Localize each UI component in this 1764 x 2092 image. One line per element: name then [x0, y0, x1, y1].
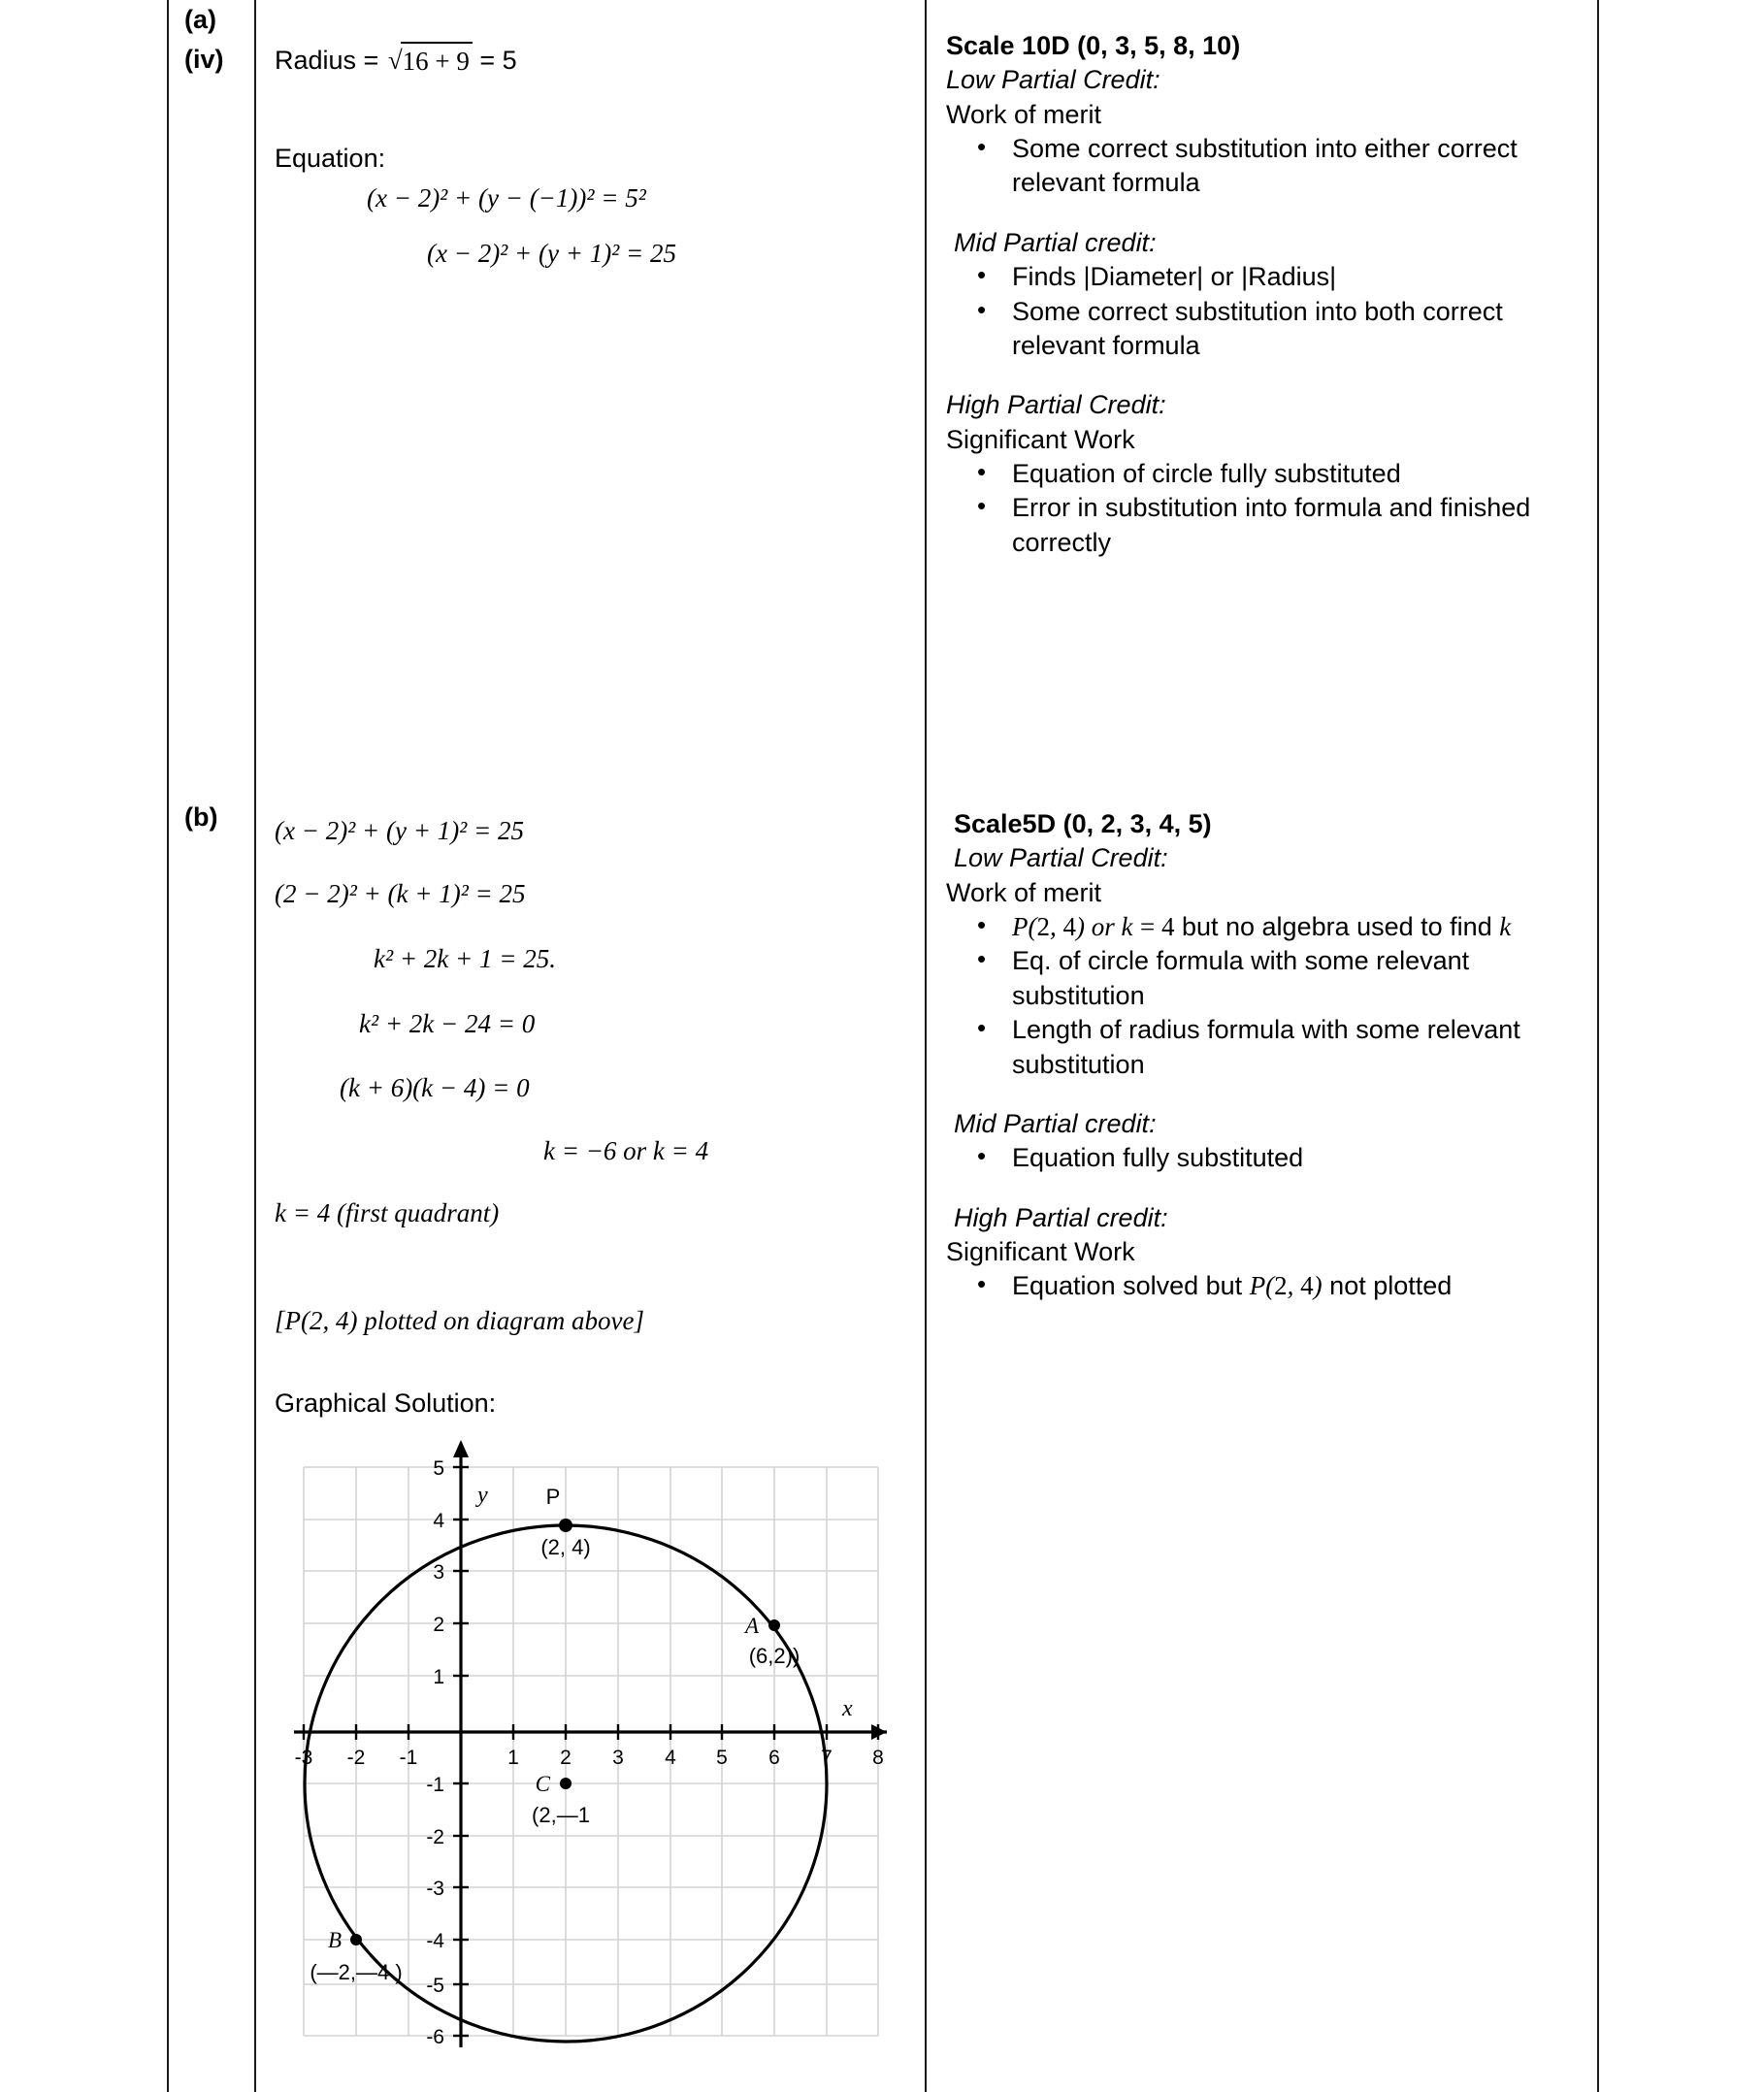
b-k-value: k = 4 (first quadrant): [275, 1198, 500, 1227]
y-tick-label-3: 3: [433, 1561, 444, 1584]
point-C-name: C: [535, 1772, 550, 1796]
point-A-coords: (6,2)): [748, 1644, 800, 1668]
point-C-coords: (2,—1: [532, 1803, 590, 1827]
x-tick-label-1: 1: [507, 1747, 519, 1769]
list-item: • Length of radius formula with some relevant substitution: [946, 1013, 1586, 1082]
list-item: • Finds |Diameter| or |Radius|: [946, 260, 1586, 294]
low-credit-title-b: Low Partial Credit:: [954, 843, 1168, 873]
point-A-name: A: [744, 1614, 759, 1638]
list-item: • Eq. of circle formula with some relevant substitution: [946, 944, 1586, 1013]
y-tick-label--2: -2: [426, 1826, 444, 1848]
y-tick-label-2: 2: [433, 1614, 444, 1636]
high-credit-title-b: High Partial credit:: [954, 1202, 1168, 1232]
circle-equation-simplified: (x − 2)² + (y + 1)² = 25: [427, 239, 677, 268]
x-tick-label-6: 6: [768, 1747, 780, 1769]
equation-heading: Equation:: [275, 144, 386, 173]
low-credit-list-b: [946, 910, 1586, 1082]
scale-b: Scale5D (0, 2, 3, 4, 5): [954, 809, 1212, 838]
point-C-marker: [560, 1778, 572, 1789]
x-tick-label--1: -1: [399, 1747, 418, 1769]
x-tick-label-5: 5: [716, 1747, 728, 1769]
table-divider-scheme: [925, 0, 927, 2092]
list-item: • P(2, 4) or k = 4 but no algebra used to find k: [946, 910, 1586, 944]
y-axis-arrow: [453, 1440, 469, 1457]
y-tick-label--4: -4: [426, 1930, 444, 1952]
x-tick-labels: [295, 1747, 884, 1769]
high-credit-sub-a: Significant Work: [946, 424, 1135, 454]
low-credit-sub-b: Work of merit: [946, 877, 1102, 907]
spacer: [946, 1176, 1586, 1201]
b-equation-line-5: (k + 6)(k − 4) = 0: [340, 1073, 530, 1102]
x-tick-label-3: 3: [612, 1747, 624, 1769]
scale-a: Scale 10D (0, 3, 5, 8, 10): [946, 31, 1241, 60]
b-equation-line-3: k² + 2k + 1 = 25.: [374, 944, 556, 973]
gridlines: [304, 1467, 878, 2036]
spacer: [946, 363, 1586, 388]
point-P-coords: (2, 4): [540, 1535, 591, 1559]
list-item: • Some correct substitution into either correct relevant formula: [946, 132, 1586, 201]
x-tick-label-8: 8: [872, 1747, 884, 1769]
marking-scheme-b: [946, 807, 1586, 1304]
list-item: • Equation of circle fully substituted: [946, 457, 1586, 491]
low-credit-list-a: [946, 132, 1586, 201]
high-credit-list-b: [946, 1269, 1586, 1303]
y-tick-label--5: -5: [426, 1975, 444, 1997]
radius-prefix: Radius =: [275, 46, 386, 75]
radius-result: = 5: [472, 46, 517, 75]
spacer: [946, 201, 1586, 226]
b-plot-note: [P(2, 4) plotted on diagram above]: [275, 1306, 644, 1335]
mid-credit-list-a: [946, 260, 1586, 363]
y-axis-label: y: [477, 1483, 488, 1508]
y-tick-labels: [426, 1457, 444, 2048]
point-B-marker: [350, 1934, 362, 1945]
circle-graph: [281, 1426, 902, 2067]
high-credit-title-a: High Partial Credit:: [946, 390, 1166, 420]
radicand-value: 16 + 9: [401, 42, 473, 79]
mid-credit-title-a: Mid Partial credit:: [954, 227, 1157, 257]
x-tick-label--3: -3: [294, 1747, 313, 1769]
x-tick-label-2: 2: [560, 1747, 572, 1769]
b-equation-line-2: (2 − 2)² + (k + 1)² = 25: [275, 879, 526, 908]
graphical-solution-heading: Graphical Solution:: [275, 1389, 497, 1418]
list-item: • Error in substitution into formula and finished correctly: [946, 491, 1586, 560]
table-divider-label: [254, 0, 256, 2092]
mid-credit-list-b: [946, 1141, 1586, 1175]
low-credit-sub-a: Work of merit: [946, 99, 1102, 129]
point-B-name: B: [327, 1928, 342, 1952]
circle-graph-svg: [281, 1426, 902, 2067]
question-label-a-roman: (iv): [184, 45, 224, 74]
square-root-expression: [386, 41, 473, 78]
axes: [294, 1440, 887, 2047]
b-equation-roots: k = −6 or k = 4: [543, 1136, 709, 1165]
point-P-marker: [559, 1519, 572, 1532]
point-P-name: P: [545, 1485, 561, 1509]
table-border-right: [1597, 0, 1599, 2092]
question-label-b: (b): [184, 802, 218, 832]
y-tick-label-5: 5: [433, 1457, 444, 1480]
plotted-points: [310, 1485, 800, 1984]
y-tick-label--3: -3: [426, 1878, 444, 1900]
point-A-marker: [768, 1619, 780, 1631]
tick-marks: [304, 1467, 878, 2036]
x-tick-label-7: 7: [821, 1747, 833, 1769]
list-item: • Equation solved but P(2, 4) not plotted: [946, 1269, 1586, 1303]
high-credit-list-a: [946, 457, 1586, 560]
table-border-left: [167, 0, 169, 2092]
question-label-a: (a): [184, 5, 216, 34]
b-equation-line-1: (x − 2)² + (y + 1)² = 25: [275, 816, 525, 845]
radical-sign: √: [387, 46, 403, 75]
spacer: [946, 1082, 1586, 1107]
list-item: • Equation fully substituted: [946, 1141, 1586, 1175]
marking-scheme-a: [946, 29, 1586, 560]
y-tick-label-1: 1: [433, 1666, 444, 1688]
point-B-coords: (—2,—4 ): [310, 1960, 403, 1984]
high-credit-sub-b: Significant Work: [946, 1236, 1135, 1266]
y-tick-label-4: 4: [433, 1510, 444, 1532]
list-item: • Some correct substitution into both correct relevant formula: [946, 295, 1586, 364]
circle-equation-substituted: (x − 2)² + (y − (−1))² = 5²: [367, 183, 646, 212]
x-axis-label: x: [842, 1696, 853, 1721]
low-credit-title-a: Low Partial Credit:: [946, 65, 1160, 95]
mid-credit-title-b: Mid Partial credit:: [954, 1108, 1157, 1138]
x-tick-label-4: 4: [665, 1747, 676, 1769]
y-tick-label--6: -6: [426, 2026, 444, 2048]
b-equation-line-4: k² + 2k − 24 = 0: [359, 1009, 536, 1038]
x-tick-label--2: -2: [346, 1747, 366, 1769]
radius-calculation: [275, 41, 517, 78]
y-tick-label--1: -1: [426, 1774, 444, 1796]
